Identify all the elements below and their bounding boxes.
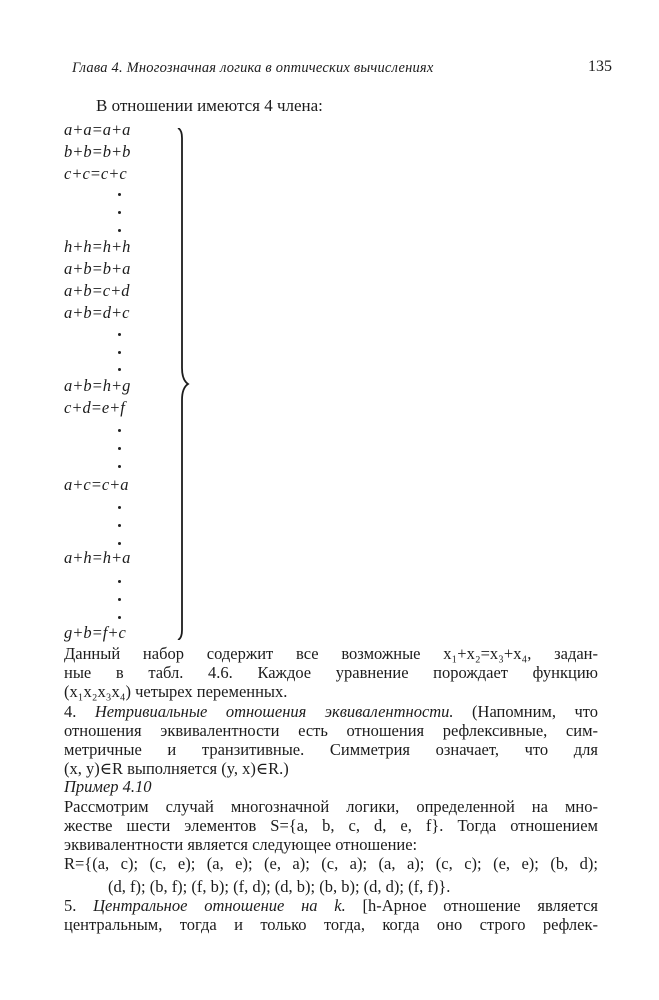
text-line — [64, 896, 598, 915]
ellipsis-dot — [118, 465, 121, 468]
item-5 — [64, 896, 598, 934]
text-line: ные в табл. 4.6. Каждое уравнение порождает функцию — [64, 663, 598, 682]
equation: a+b=d+c — [64, 303, 130, 322]
ellipsis-dot — [118, 368, 121, 371]
text-line — [64, 702, 598, 721]
ellipsis-dot — [118, 598, 121, 601]
equation: c+c=c+c — [64, 164, 127, 183]
text-fragment: (Напомним, что — [453, 702, 598, 721]
example-text — [64, 797, 598, 854]
text-line: метричные и транзитивные. Симметрия означает, что для — [64, 740, 598, 759]
item-number: 5. — [64, 896, 77, 915]
equation: g+b=f+c — [64, 623, 126, 642]
ellipsis-dot — [118, 333, 121, 336]
text-fragment: [h-Арное отношение является — [345, 896, 599, 915]
ellipsis-dot — [118, 429, 121, 432]
equation: a+h=h+a — [64, 548, 131, 567]
equation-list — [64, 120, 224, 640]
item-title: Нетривиальные отношения эквивалентности. — [94, 702, 454, 721]
page-number: 135 — [588, 58, 612, 75]
equation: a+a=a+a — [64, 120, 131, 139]
paragraph-1 — [64, 644, 598, 701]
equation: a+b=c+d — [64, 281, 130, 300]
text-line: Данный набор содержит все возможные x₁+x₂=x₃+x₄, задан- — [64, 644, 598, 663]
ellipsis-dot — [118, 542, 121, 545]
text-line: (x₁x₂x₃x₄) четырех переменных. — [64, 682, 288, 701]
equation: a+b=h+g — [64, 376, 131, 395]
text-line: (x, y)∈R выполняется (y, x)∈R.) — [64, 759, 289, 778]
item-title: Центральное отношение на k. — [93, 896, 346, 915]
equation: h+h=h+h — [64, 237, 131, 256]
text-line: жестве шести элементов S={a, b, c, d, e, f}. Тогда отношением — [64, 816, 598, 835]
text-line: отношения эквивалентности есть отношения рефлексивные, сим- — [64, 721, 598, 740]
ellipsis-dot — [118, 351, 121, 354]
equation: b+b=b+b — [64, 142, 131, 161]
ellipsis-dot — [118, 506, 121, 509]
ellipsis-dot — [118, 229, 121, 232]
running-title: Глава 4. Многозначная логика в оптических вычислениях — [72, 60, 434, 76]
equation: a+b=b+a — [64, 259, 131, 278]
ellipsis-dot — [118, 524, 121, 527]
ellipsis-dot — [118, 616, 121, 619]
ellipsis-dot — [118, 193, 121, 196]
curly-brace — [176, 128, 194, 640]
ellipsis-dot — [118, 580, 121, 583]
relation-formula — [64, 852, 598, 898]
intro-line: В отношении имеются 4 члена: — [96, 96, 323, 115]
text-line: центральным, тогда и только тогда, когда оно строго рефлек- — [64, 915, 598, 934]
page-header — [72, 60, 612, 82]
example-title: Пример 4.10 — [64, 777, 152, 796]
equation: a+c=c+a — [64, 475, 129, 494]
ellipsis-dot — [118, 211, 121, 214]
text-line: эквивалентности является следующее отношение: — [64, 835, 418, 854]
item-number: 4. — [64, 702, 77, 721]
equation: c+d=e+f — [64, 398, 125, 417]
ellipsis-dot — [118, 447, 121, 450]
formula-line: R={(a, c); (c, e); (a, e); (e, a); (c, a); (a, a); (c, c); (e, e); (b, d); — [64, 854, 598, 873]
item-4 — [64, 702, 598, 778]
formula-line: (d, f); (b, f); (f, b); (f, d); (d, b); (b, b); (d, d); (f, f)}. — [108, 877, 451, 896]
text-line: Рассмотрим случай многозначной логики, определенной на мно- — [64, 797, 598, 816]
